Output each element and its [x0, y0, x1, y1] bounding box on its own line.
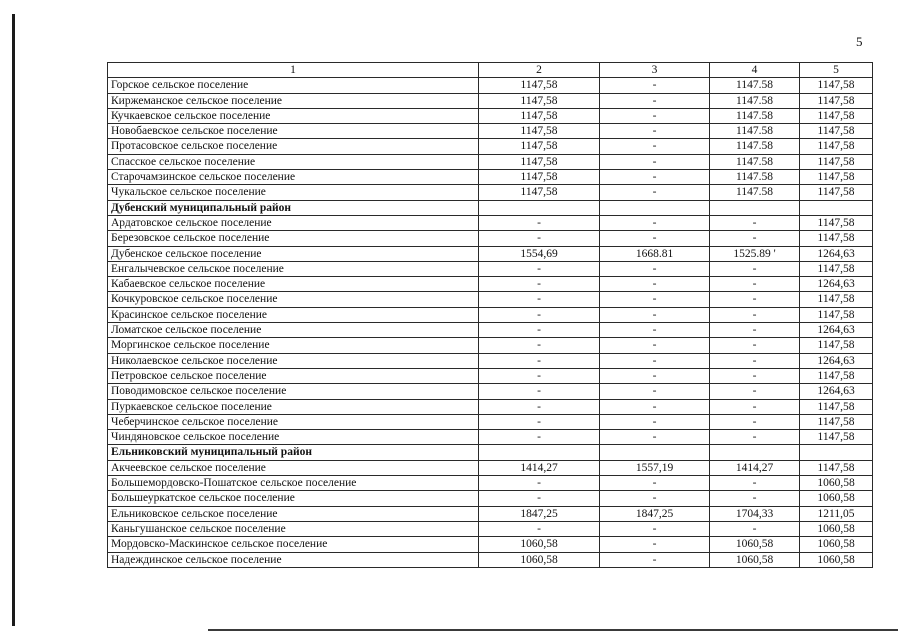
- value-cell-col5: 1060,58: [800, 552, 873, 567]
- settlement-name-cell: Моргинское сельское поселение: [108, 338, 479, 353]
- value-cell-col2: 1847,25: [479, 506, 600, 521]
- value-cell-col4: 1147.58: [710, 78, 800, 93]
- value-cell-col5: 1147,58: [800, 460, 873, 475]
- value-cell-col3: [600, 445, 710, 460]
- settlement-name-cell: Спасское сельское поселение: [108, 154, 479, 169]
- value-cell-col5: 1264,63: [800, 246, 873, 261]
- value-cell-col3: -: [600, 338, 710, 353]
- value-cell-col5: 1147,58: [800, 139, 873, 154]
- settlement-name-cell: Надеждинское сельское поселение: [108, 552, 479, 567]
- value-cell-col2: -: [479, 476, 600, 491]
- settlement-name-cell: Протасовское сельское поселение: [108, 139, 479, 154]
- settlement-name-cell: Новобаевское сельское поселение: [108, 124, 479, 139]
- value-cell-col4: [710, 445, 800, 460]
- value-cell-col4: -: [710, 521, 800, 536]
- settlement-name-cell: Ельниковское сельское поселение: [108, 506, 479, 521]
- value-cell-col3: -: [600, 78, 710, 93]
- settlement-name-cell: Кочкуровское сельское поселение: [108, 292, 479, 307]
- value-cell-col3: -: [600, 307, 710, 322]
- value-cell-col5: 1264,63: [800, 277, 873, 292]
- value-cell-col5: 1060,58: [800, 491, 873, 506]
- value-cell-col4: -: [710, 384, 800, 399]
- settlement-name-cell: Красинское сельское поселение: [108, 307, 479, 322]
- value-cell-col2: 1147,58: [479, 124, 600, 139]
- table-row: [108, 521, 873, 536]
- value-cell-col4: -: [710, 399, 800, 414]
- value-cell-col5: 1147,58: [800, 185, 873, 200]
- table-row: [108, 215, 873, 230]
- value-cell-col2: -: [479, 521, 600, 536]
- settlement-name-cell: Чеберчинское сельское поселение: [108, 414, 479, 429]
- value-cell-col5: 1060,58: [800, 521, 873, 536]
- value-cell-col3: -: [600, 537, 710, 552]
- table-row: [108, 384, 873, 399]
- district-header-row: [108, 200, 873, 215]
- table-row: [108, 231, 873, 246]
- value-cell-col4: -: [710, 368, 800, 383]
- value-cell-col3: 1557,19: [600, 460, 710, 475]
- table-row: [108, 537, 873, 552]
- value-cell-col3: [600, 200, 710, 215]
- value-cell-col5: 1147,58: [800, 261, 873, 276]
- value-cell-col3: -: [600, 231, 710, 246]
- value-cell-col2: -: [479, 430, 600, 445]
- settlement-name-cell: Николаевское сельское поселение: [108, 353, 479, 368]
- value-cell-col3: -: [600, 108, 710, 123]
- settlement-name-cell: Енгалычевское сельское поселение: [108, 261, 479, 276]
- settlement-name-cell: Старочамзинское сельское поселение: [108, 170, 479, 185]
- settlement-name-cell: Горское сельское поселение: [108, 78, 479, 93]
- value-cell-col4: 1704,33: [710, 506, 800, 521]
- column-number-row: [108, 63, 873, 78]
- value-cell-col5: 1147,58: [800, 292, 873, 307]
- value-cell-col2: -: [479, 261, 600, 276]
- value-cell-col4: -: [710, 323, 800, 338]
- value-cell-col5: 1211,05: [800, 506, 873, 521]
- value-cell-col3: -: [600, 93, 710, 108]
- table-row: [108, 460, 873, 475]
- value-cell-col4: -: [710, 215, 800, 230]
- value-cell-col4: -: [710, 261, 800, 276]
- value-cell-col2: -: [479, 231, 600, 246]
- settlement-name-cell: Чукальское сельское поселение: [108, 185, 479, 200]
- value-cell-col4: 1147.58: [710, 154, 800, 169]
- settlement-name-cell: Каньгушанское сельское поселение: [108, 521, 479, 536]
- table-row: [108, 353, 873, 368]
- value-cell-col4: 1060,58: [710, 552, 800, 567]
- value-cell-col4: -: [710, 338, 800, 353]
- value-cell-col4: 1060,58: [710, 537, 800, 552]
- table-row: [108, 399, 873, 414]
- value-cell-col5: 1147,58: [800, 93, 873, 108]
- value-cell-col5: 1264,63: [800, 384, 873, 399]
- value-cell-col3: -: [600, 399, 710, 414]
- value-cell-col3: 1847,25: [600, 506, 710, 521]
- value-cell-col2: 1147,58: [479, 108, 600, 123]
- table-row: [108, 277, 873, 292]
- value-cell-col3: -: [600, 261, 710, 276]
- value-cell-col2: 1147,58: [479, 154, 600, 169]
- settlement-name-cell: Кучкаевское сельское поселение: [108, 108, 479, 123]
- value-cell-col5: 1060,58: [800, 476, 873, 491]
- settlement-name-cell: Большемордовско-Пошатское сельское поселение: [108, 476, 479, 491]
- value-cell-col2: -: [479, 414, 600, 429]
- settlement-name-cell: Чиндяновское сельское поселение: [108, 430, 479, 445]
- value-cell-col5: 1147,58: [800, 78, 873, 93]
- value-cell-col4: -: [710, 491, 800, 506]
- table-row: [108, 292, 873, 307]
- table-row: [108, 78, 873, 93]
- value-cell-col5: [800, 200, 873, 215]
- table-row: [108, 323, 873, 338]
- value-cell-col2: -: [479, 292, 600, 307]
- table-row: [108, 139, 873, 154]
- value-cell-col2: 1060,58: [479, 537, 600, 552]
- value-cell-col3: -: [600, 414, 710, 429]
- value-cell-col5: 1147,58: [800, 215, 873, 230]
- district-name-cell: Ельниковский муниципальный район: [108, 445, 479, 460]
- value-cell-col5: 1147,58: [800, 368, 873, 383]
- value-cell-col3: -: [600, 185, 710, 200]
- settlement-name-cell: Петровское сельское поселение: [108, 368, 479, 383]
- value-cell-col2: 1554,69: [479, 246, 600, 261]
- value-cell-col5: 1264,63: [800, 323, 873, 338]
- district-name-cell: Дубенский муниципальный район: [108, 200, 479, 215]
- table-row: [108, 124, 873, 139]
- value-cell-col5: 1060,58: [800, 537, 873, 552]
- value-cell-col4: 1414,27: [710, 460, 800, 475]
- value-cell-col2: 1147,58: [479, 185, 600, 200]
- value-cell-col4: 1525.89 ': [710, 246, 800, 261]
- value-cell-col2: 1147,58: [479, 139, 600, 154]
- bottom-rule: [208, 629, 898, 631]
- table-row: [108, 476, 873, 491]
- value-cell-col3: -: [600, 552, 710, 567]
- value-cell-col5: 1147,58: [800, 231, 873, 246]
- value-cell-col3: -: [600, 215, 710, 230]
- table-row: [108, 430, 873, 445]
- table-row: [108, 414, 873, 429]
- value-cell-col4: -: [710, 292, 800, 307]
- value-cell-col2: -: [479, 323, 600, 338]
- column-header-3: 3: [600, 63, 710, 78]
- value-cell-col3: -: [600, 154, 710, 169]
- value-cell-col5: 1264,63: [800, 353, 873, 368]
- value-cell-col2: -: [479, 353, 600, 368]
- value-cell-col4: -: [710, 476, 800, 491]
- settlement-name-cell: Пуркаевское сельское поселение: [108, 399, 479, 414]
- value-cell-col3: -: [600, 277, 710, 292]
- settlement-name-cell: Березовское сельское поселение: [108, 231, 479, 246]
- value-cell-col5: 1147,58: [800, 430, 873, 445]
- table-row: [108, 246, 873, 261]
- value-cell-col4: -: [710, 307, 800, 322]
- tariff-table: [107, 62, 873, 568]
- column-header-4: 4: [710, 63, 800, 78]
- table-row: [108, 93, 873, 108]
- value-cell-col3: -: [600, 491, 710, 506]
- table-row: [108, 491, 873, 506]
- value-cell-col2: -: [479, 215, 600, 230]
- settlement-name-cell: Большеуркатское сельское поселение: [108, 491, 479, 506]
- settlement-name-cell: Акчеевское сельское поселение: [108, 460, 479, 475]
- settlement-name-cell: Мордовско-Маскинское сельское поселение: [108, 537, 479, 552]
- value-cell-col2: 1147,58: [479, 78, 600, 93]
- value-cell-col2: 1147,58: [479, 170, 600, 185]
- column-header-1: 1: [108, 63, 479, 78]
- value-cell-col2: -: [479, 307, 600, 322]
- value-cell-col3: -: [600, 139, 710, 154]
- table-row: [108, 307, 873, 322]
- settlement-name-cell: Киржеманское сельское поселение: [108, 93, 479, 108]
- table-row: [108, 185, 873, 200]
- value-cell-col3: -: [600, 368, 710, 383]
- value-cell-col3: -: [600, 292, 710, 307]
- value-cell-col4: 1147.58: [710, 170, 800, 185]
- value-cell-col5: [800, 445, 873, 460]
- value-cell-col2: 1414,27: [479, 460, 600, 475]
- value-cell-col5: 1147,58: [800, 124, 873, 139]
- settlement-name-cell: Ардатовское сельское поселение: [108, 215, 479, 230]
- value-cell-col2: -: [479, 368, 600, 383]
- settlement-name-cell: Ломатское сельское поселение: [108, 323, 479, 338]
- table-row: [108, 154, 873, 169]
- value-cell-col2: -: [479, 491, 600, 506]
- value-cell-col5: 1147,58: [800, 307, 873, 322]
- value-cell-col2: [479, 200, 600, 215]
- value-cell-col4: 1147.58: [710, 93, 800, 108]
- value-cell-col4: -: [710, 414, 800, 429]
- value-cell-col4: 1147.58: [710, 108, 800, 123]
- value-cell-col2: -: [479, 384, 600, 399]
- value-cell-col3: -: [600, 430, 710, 445]
- value-cell-col3: -: [600, 170, 710, 185]
- value-cell-col5: 1147,58: [800, 399, 873, 414]
- left-margin-bar: [12, 14, 15, 626]
- value-cell-col4: 1147.58: [710, 124, 800, 139]
- value-cell-col4: 1147.58: [710, 185, 800, 200]
- district-header-row: [108, 445, 873, 460]
- settlement-name-cell: Дубенское сельское поселение: [108, 246, 479, 261]
- value-cell-col3: -: [600, 521, 710, 536]
- table-body: [108, 63, 873, 568]
- value-cell-col2: 1147,58: [479, 93, 600, 108]
- table-row: [108, 261, 873, 276]
- value-cell-col2: 1060,58: [479, 552, 600, 567]
- value-cell-col5: 1147,58: [800, 414, 873, 429]
- value-cell-col2: [479, 445, 600, 460]
- value-cell-col2: -: [479, 277, 600, 292]
- value-cell-col4: [710, 200, 800, 215]
- value-cell-col3: -: [600, 476, 710, 491]
- page-number: 5: [856, 34, 863, 49]
- value-cell-col3: 1668.81: [600, 246, 710, 261]
- table-row: [108, 108, 873, 123]
- column-header-5: 5: [800, 63, 873, 78]
- value-cell-col3: -: [600, 124, 710, 139]
- value-cell-col5: 1147,58: [800, 170, 873, 185]
- settlement-name-cell: Поводимовское сельское поселение: [108, 384, 479, 399]
- value-cell-col5: 1147,58: [800, 108, 873, 123]
- value-cell-col5: 1147,58: [800, 338, 873, 353]
- value-cell-col4: -: [710, 277, 800, 292]
- value-cell-col4: -: [710, 353, 800, 368]
- value-cell-col3: -: [600, 384, 710, 399]
- value-cell-col4: -: [710, 430, 800, 445]
- value-cell-col3: -: [600, 323, 710, 338]
- value-cell-col4: -: [710, 231, 800, 246]
- column-header-2: 2: [479, 63, 600, 78]
- value-cell-col4: 1147.58: [710, 139, 800, 154]
- value-cell-col2: -: [479, 338, 600, 353]
- table-row: [108, 338, 873, 353]
- value-cell-col5: 1147,58: [800, 154, 873, 169]
- table-row: [108, 506, 873, 521]
- value-cell-col2: -: [479, 399, 600, 414]
- table-row: [108, 368, 873, 383]
- table-row: [108, 170, 873, 185]
- value-cell-col3: -: [600, 353, 710, 368]
- settlement-name-cell: Кабаевское сельское поселение: [108, 277, 479, 292]
- table-row: [108, 552, 873, 567]
